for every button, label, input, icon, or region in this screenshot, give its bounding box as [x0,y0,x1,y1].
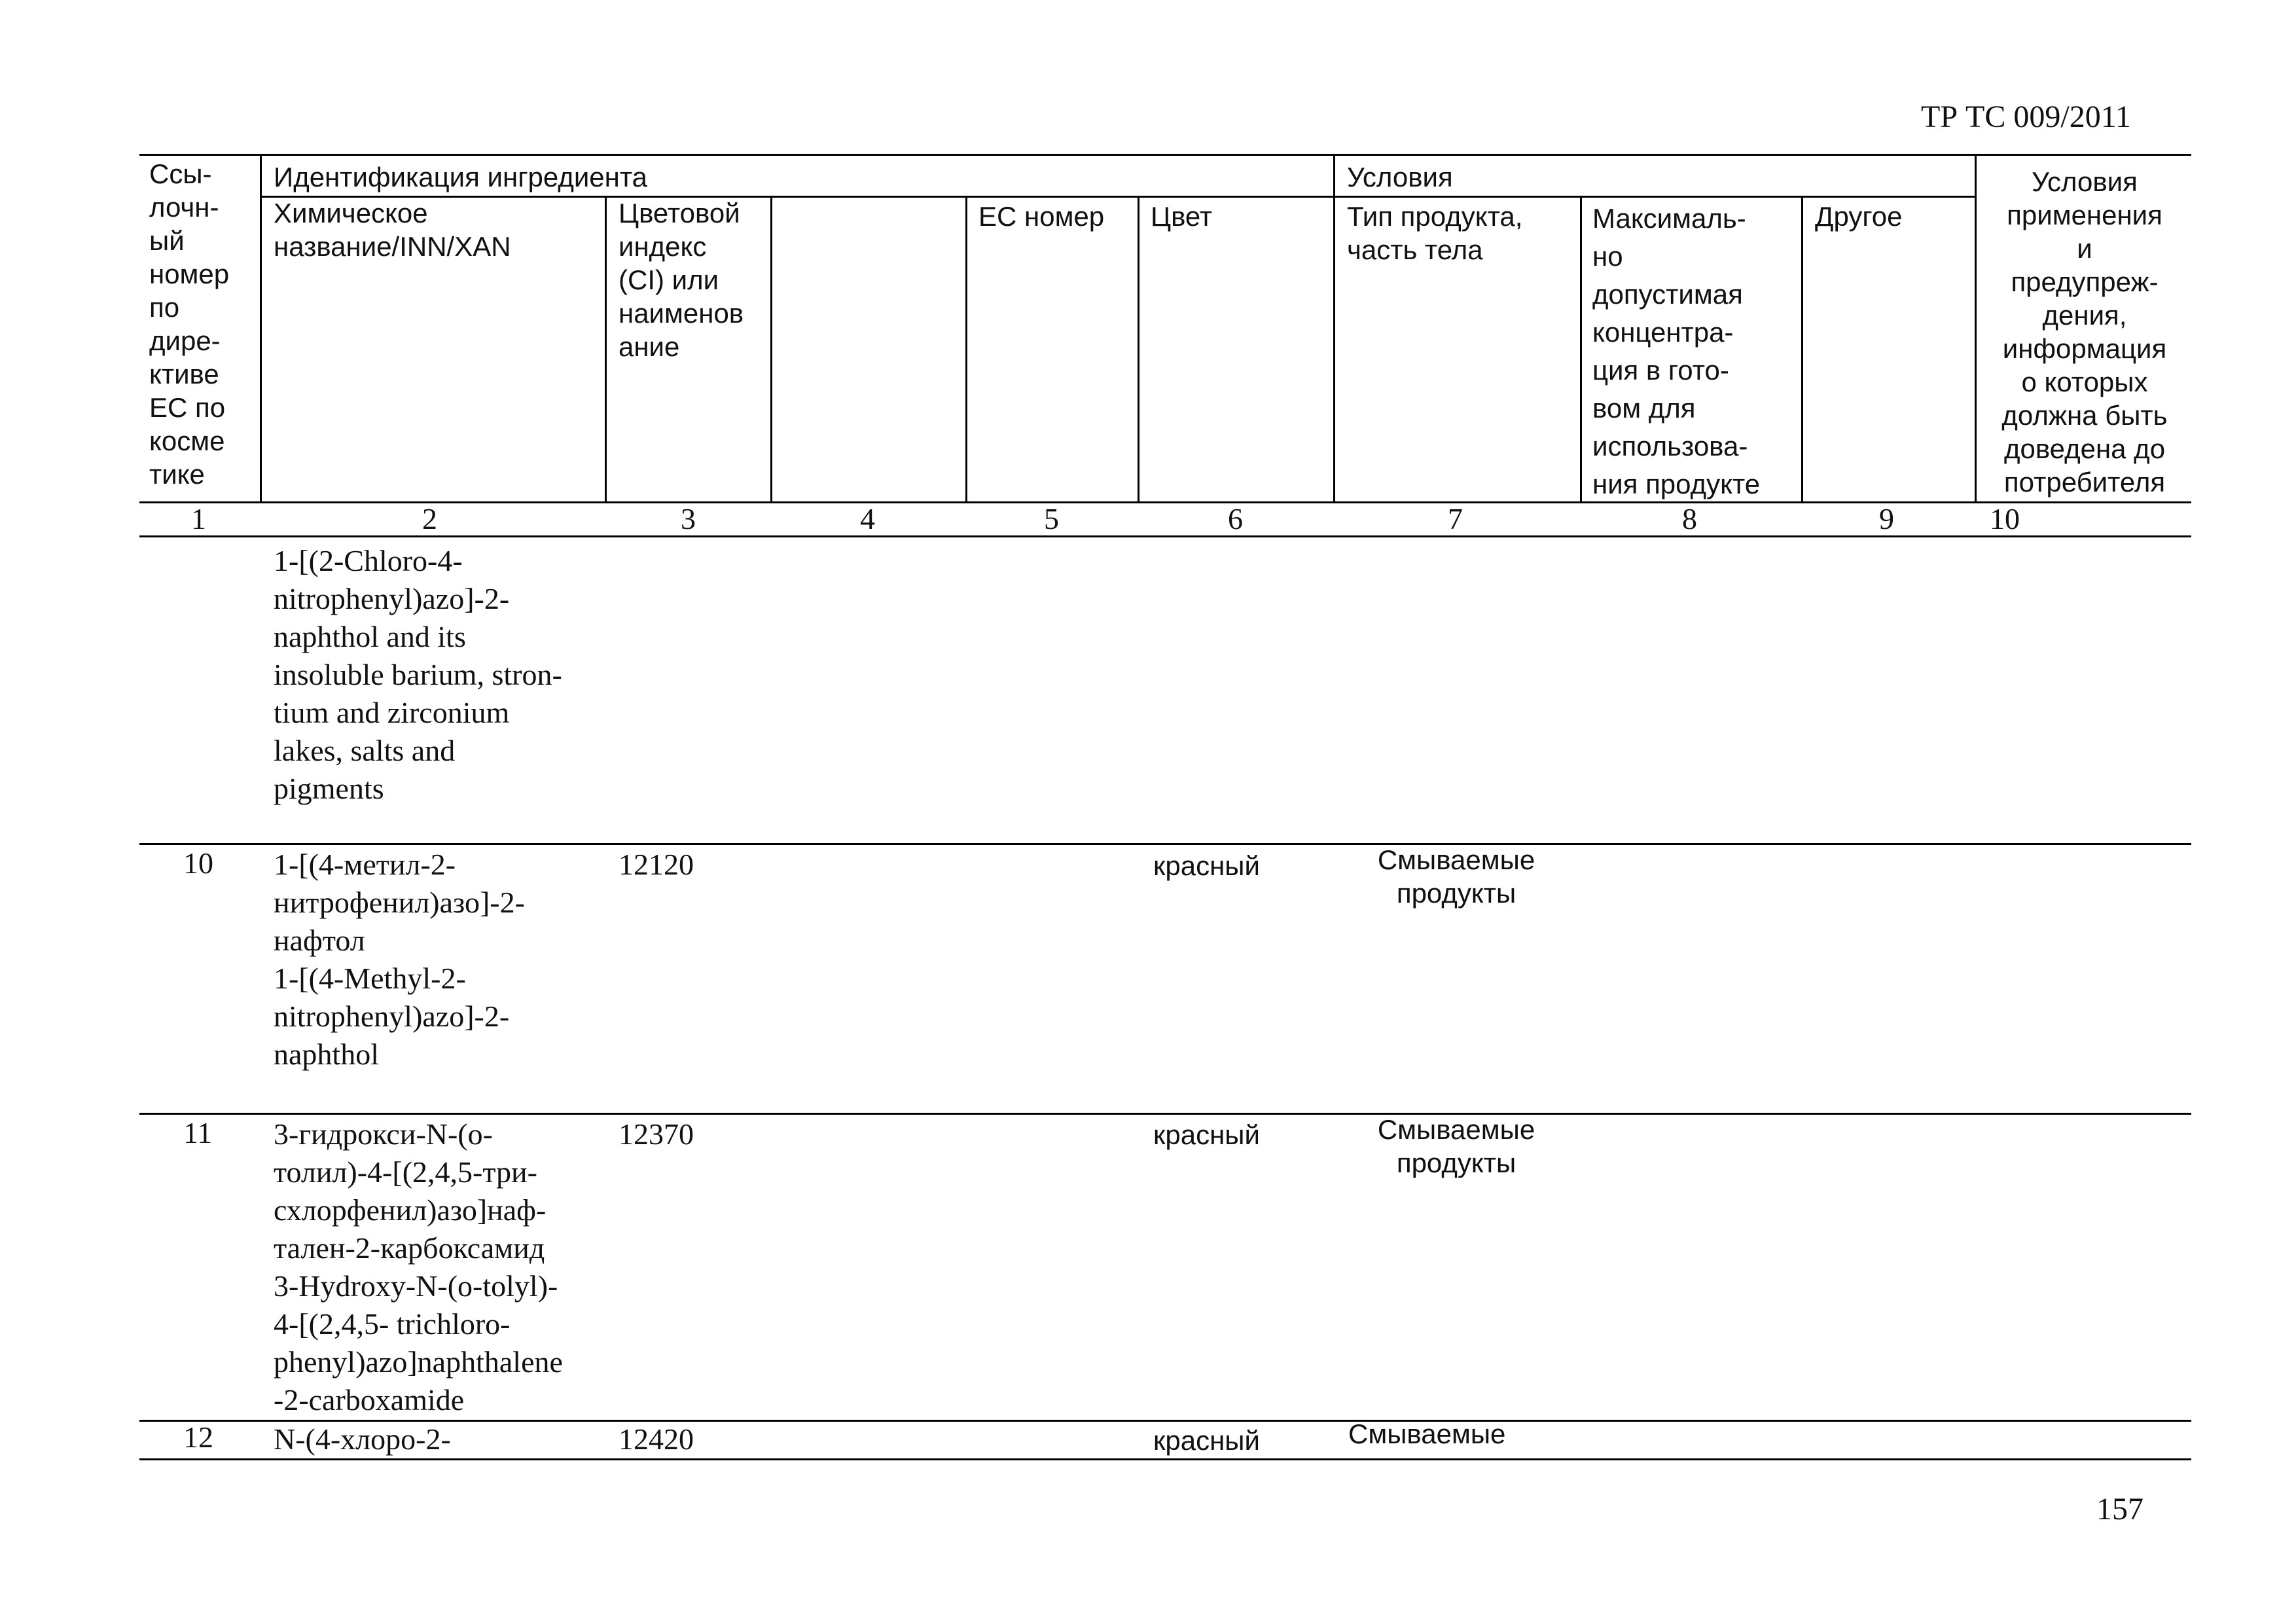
column-number: 7 [1448,502,1463,535]
page-number: 157 [2096,1492,2144,1526]
rule-v-3 [770,196,772,501]
chemical-name-cell: 1-[(4-метил-2- нитрофенил)азо]-2- нафтол 1-[(4-Methyl-2- nitrophenyl)azo]-2- naphthol [274,848,525,1071]
product-type-cell: Смываемые [1348,1418,1506,1449]
rule-top [139,154,2191,156]
rule-v-9 [1975,154,1977,501]
header-product-type: Тип продукта, часть тела [1347,201,1523,265]
column-number: 1 [191,502,206,535]
header-conditions-group: Условия [1347,162,1453,192]
color-cell: красный [1153,1119,1260,1150]
rule-v-5 [1138,196,1139,501]
column-number: 6 [1228,502,1243,535]
ref-number-cell: 10 [183,846,213,880]
rule-group-bottom [260,196,1975,198]
chemical-name-cell: N-(4-хлоро-2- [274,1422,451,1456]
rule-v-7 [1580,196,1582,501]
header-max-concentration: Максималь- но допустимая концентра- ция в гото- вом для использова- ния продукте [1592,203,1761,499]
ref-number-cell: 11 [183,1116,213,1149]
color-index-cell: 12420 [619,1422,694,1456]
rule-row-1 [139,843,2191,845]
rule-row-2 [139,1113,2191,1115]
color-index-cell: 12370 [619,1117,694,1151]
column-number: 9 [1879,502,1894,535]
header-usage-conditions: Условия применения и предупреж- дения, информация о которых должна быть доведена до потребителя [2001,166,2168,497]
column-number: 8 [1682,502,1697,535]
rule-v-4 [965,196,967,501]
color-index-cell: 12120 [619,848,694,881]
header-color-index: Цветовой индекс (CI) или наименов ание [619,198,744,362]
rule-v-1 [260,154,262,501]
header-other: Другое [1815,201,1903,232]
product-type-cell: Смываемые продукты [1377,844,1535,909]
header-chemical-name: Химическое название/INN/XAN [274,198,511,262]
column-number: 4 [860,502,875,535]
column-number: 5 [1044,502,1059,535]
ref-number-cell: 12 [183,1420,213,1454]
chemical-name-cell: 1-[(2-Chloro-4- nitrophenyl)azo]-2- naphthol and its insoluble barium, stron- tium and zirconium lakes, salts and pigments [274,544,562,805]
rule-v-6 [1333,154,1335,501]
document-header: ТР ТС 009/2011 [1921,99,2131,134]
color-cell: красный [1153,1425,1260,1456]
header-ingredient-group: Идентификация ингредиента [274,162,647,192]
header-ref-number: Ссы- лочн- ый номер по дире- ктиве ЕС по косме тике [149,158,230,490]
column-number: 2 [422,502,437,535]
rule-v-2 [605,196,607,501]
column-number: 10 [1990,502,2020,535]
column-number: 3 [681,502,696,535]
product-type-cell: Смываемые продукты [1377,1114,1535,1178]
header-ec-number: ЕС номер [978,201,1105,232]
chemical-name-cell: 3-гидрокси-N-(о- толил)-4-[(2,4,5-три- схлорфенил)азо]наф- тален-2-карбоксамид 3-Hydroxy-N-(o-tolyl)- 4-[(2,4,5- trichloro- phenyl)azo]naphthalene -2-carboxamide [274,1117,563,1416]
rule-bottom [139,1458,2191,1460]
rule-v-8 [1801,196,1803,501]
color-cell: красный [1153,850,1260,881]
header-color: Цвет [1151,201,1213,232]
